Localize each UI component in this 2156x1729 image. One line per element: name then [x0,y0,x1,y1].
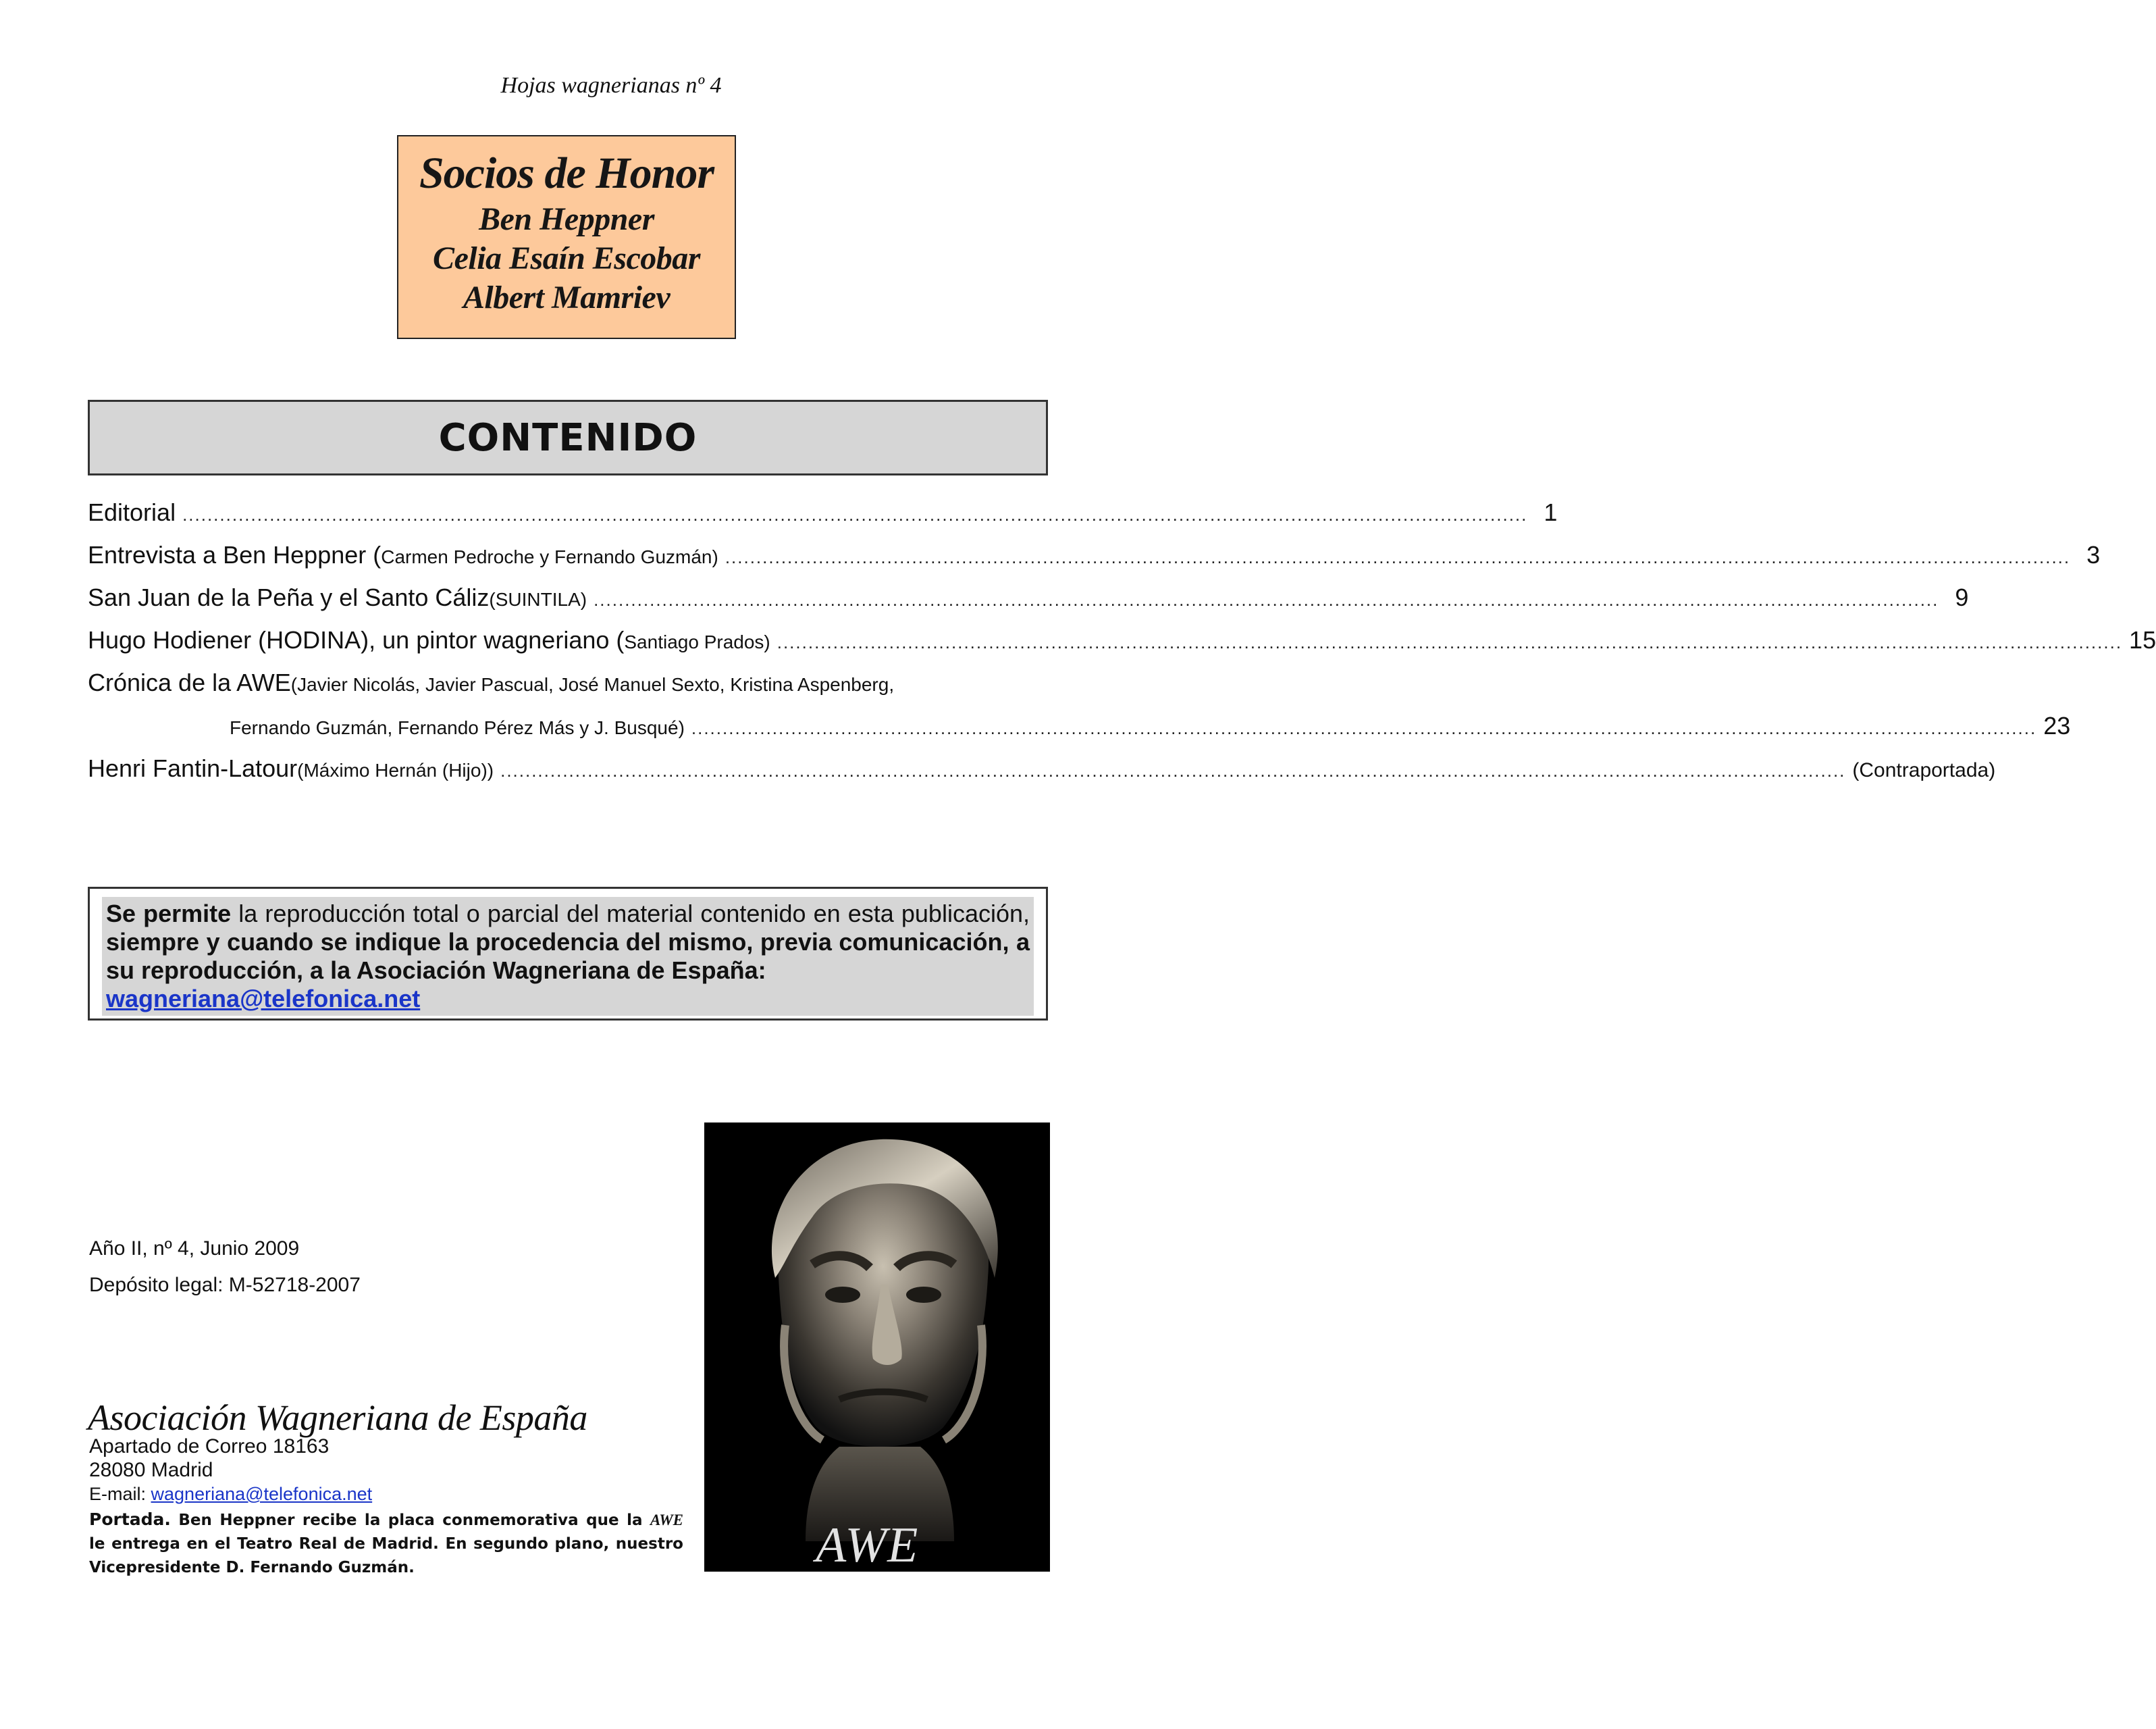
association-email-link[interactable]: wagneriana@telefonica.net [151,1484,373,1504]
honor-member-1: Ben Heppner [479,201,654,237]
toc-entry-san-juan[interactable] [88,584,1969,617]
toc-entry-cronica-continuation[interactable] [230,712,2071,746]
toc-leader: ........................................................................................................................................................................................................................ [777,632,2123,652]
caption-awe: AWE [650,1512,683,1528]
toc-leader: ........................................................................................................................................................................................................................ [691,718,2037,738]
toc-title: Editorial [88,498,176,526]
toc-page: 1 [1544,498,1558,526]
toc-author: Santiago Prados) [624,631,770,652]
notice-email-link[interactable]: wagneriana@telefonica.net [106,985,421,1012]
toc-entry-editorial[interactable] [88,498,1558,532]
toc-author: (SUINTILA) [489,589,587,610]
contents-heading: CONTENIDO [438,415,698,460]
toc-author-continuation: Fernando Guzmán, Fernando Pérez Más y J. Busqué) [230,717,685,738]
email-label: E-mail: [89,1484,151,1504]
caption-text-2: le entrega en el Teatro Real de Madrid. En segundo plano, nuestro Vicepresidente D. Fernando Guzmán. [89,1535,683,1576]
notice-bold-tail: siempre y cuando se indique la procedencia del mismo, previa comunicación, a su reproducción, a la Asociación Wagneriana de España: [106,928,1030,984]
reproduction-notice [102,897,1034,1016]
honor-member-2: Celia Esaín Escobar [433,240,700,276]
caption-lead: Portada. [89,1509,171,1529]
legal-deposit: Depósito legal: M-52718-2007 [89,1274,361,1296]
toc-title: Crónica de la AWE [88,669,291,696]
association-name: Asociación Wagneriana de España [88,1397,587,1438]
caption-text: Ben Heppner recibe la placa conmemorativa que la [170,1512,650,1529]
honor-member-3: Albert Mamriev [463,280,671,315]
association-email-line [89,1484,372,1505]
toc-page: 3 [2086,541,2101,569]
toc-entry-cronica[interactable] [88,669,1041,702]
toc-entry-fantin-latour[interactable] [88,754,1996,788]
toc-entry-heppner[interactable] [88,541,2101,575]
wagner-bust-photo [704,1122,1050,1572]
notice-text: la reproducción total o parcial del material contenido en esta publicación, [231,900,1030,927]
reproduction-notice-box [88,887,1048,1021]
running-header: Hojas wagnerianas nº 4 [500,73,722,98]
toc-leader: ........................................................................................................................................................................................................................ [182,505,1528,525]
toc-page: 9 [1955,584,1969,611]
toc-title: San Juan de la Peña y el Santo Cáliz [88,584,490,611]
contents-heading-box [88,400,1048,475]
toc-author: (Javier Nicolás, Javier Pascual, José Manuel Sexto, Kristina Aspenberg, [290,674,895,695]
cover-caption [89,1507,683,1580]
toc-leader: ........................................................................................................................................................................................................................ [725,547,2071,567]
notice-bold-lead: Se permite [106,900,232,927]
issue-info: Año II, nº 4, Junio 2009 [89,1237,300,1260]
toc-page: 23 [2043,712,2071,740]
address-line-2: 28080 Madrid [89,1459,213,1481]
toc-title: Entrevista a Ben Heppner ( [88,541,382,569]
address-line-1: Apartado de Correo 18163 [89,1435,330,1457]
bust-illustration [704,1122,1050,1572]
toc-leader: ........................................................................................................................................................................................................................ [594,590,1939,610]
toc-leader: ........................................................................................................................................................................................................................ [500,760,1846,781]
toc-title: Hugo Hodiener (HODINA), un pintor wagneriano ( [88,626,625,654]
awe-watermark: AWE [816,1518,919,1573]
honor-members-box [397,135,736,339]
toc-author: (Máximo Hernán (Hijo)) [297,760,494,781]
toc-entry-hodiener[interactable] [88,626,2156,660]
toc-page: 15 [2129,626,2156,654]
toc-page: (Contraportada) [1852,759,1996,781]
toc-author: Carmen Pedroche y Fernando Guzmán) [381,546,718,567]
honor-title: Socios de Honor [419,149,714,198]
toc-title: Henri Fantin-Latour [88,754,298,782]
